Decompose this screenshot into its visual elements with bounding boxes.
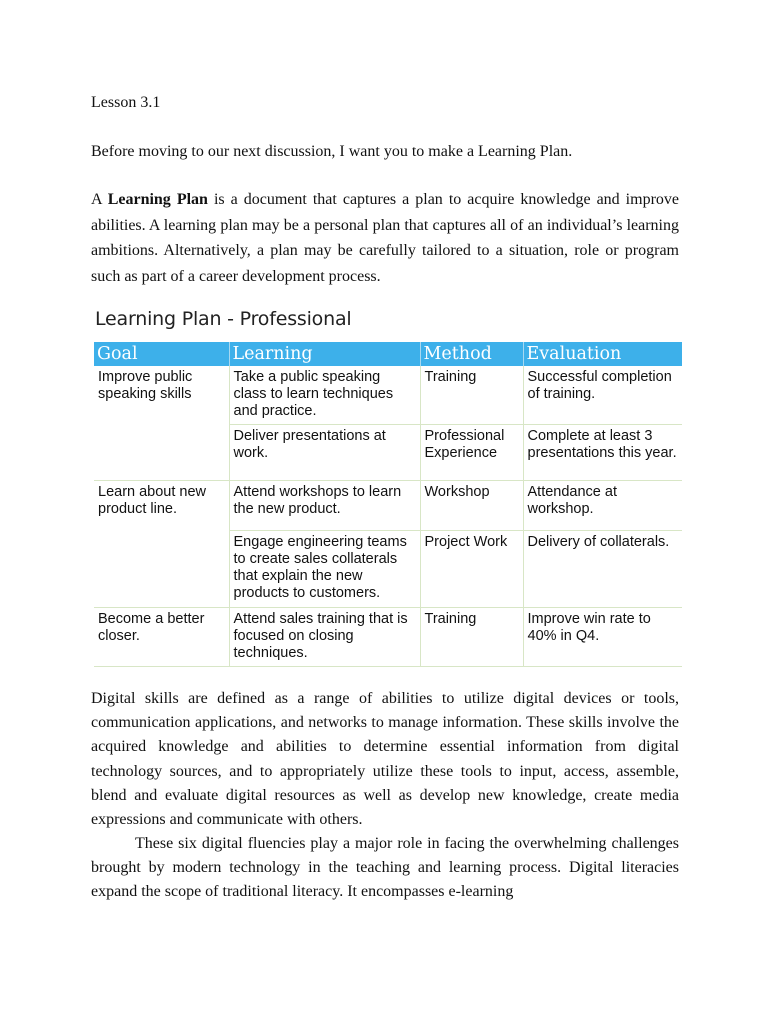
method-cell: Project Work: [420, 531, 523, 608]
evaluation-cell: Delivery of collaterals.: [523, 531, 682, 608]
table-header-row: [94, 342, 682, 366]
learning-cell: Deliver presentations at work.: [229, 425, 420, 481]
table-row: [94, 425, 682, 481]
definition-paragraph: [91, 187, 679, 289]
header-goal: Goal: [94, 342, 229, 366]
lesson-heading: Lesson 3.1: [91, 94, 161, 111]
learning-plan-table: [94, 342, 682, 667]
goal-cell: Learn about new product line.: [94, 481, 229, 531]
table-row: [94, 481, 682, 531]
table-row: [94, 366, 682, 425]
header-method: Method: [420, 342, 523, 366]
table-row: [94, 608, 682, 667]
digital-skills-paragraph: Digital skills are defined as a range of abilities to utilize digital devices or tools, communication applications, and networks to manage information. These skills involve the acquired knowledge and abilities to determine essential information from digital technology sources, and to appropriately utilize these tools to input, access, assemble, blend and evaluate digital resources as well as develop new knowledge, create media expressions and communicate with others.: [91, 690, 679, 829]
evaluation-cell: Successful completion of training.: [523, 366, 682, 425]
method-cell: Training: [420, 366, 523, 425]
evaluation-cell: Attendance at workshop.: [523, 481, 682, 531]
goal-cell: Become a better closer.: [94, 608, 229, 667]
learning-cell: Attend workshops to learn the new product.: [229, 481, 420, 531]
definition-text: is a document that captures a plan to acquire knowledge and improve abilities. A learning plan may be a personal plan that captures all of an individual’s learning ambitions. Alternatively, a plan may be carefully tailored to a situation, role or program such as part of a career development process.: [91, 191, 680, 285]
header-evaluation: Evaluation: [523, 342, 682, 366]
learning-cell: Attend sales training that is focused on closing techniques.: [229, 608, 420, 667]
learning-cell: Engage engineering teams to create sales collaterals that explain the new products to customers.: [229, 531, 420, 608]
evaluation-cell: Improve win rate to 40% in Q4.: [523, 608, 682, 667]
method-cell: Professional Experience: [420, 425, 523, 481]
goal-cell: [94, 425, 229, 481]
method-cell: Workshop: [420, 481, 523, 531]
learning-cell: Take a public speaking class to learn techniques and practice.: [229, 366, 420, 425]
table-row: [94, 531, 682, 608]
evaluation-cell: Complete at least 3 presentations this year.: [523, 425, 682, 481]
definition-prefix: A: [91, 191, 108, 208]
header-learning: Learning: [229, 342, 420, 366]
intro-paragraph: Before moving to our next discussion, I want you to make a Learning Plan.: [91, 143, 573, 160]
definition-term: Learning Plan: [107, 191, 208, 208]
learning-plan-title: Learning Plan - Professional: [95, 308, 352, 330]
method-cell: Training: [420, 608, 523, 667]
goal-cell: [94, 531, 229, 608]
goal-cell: Improve public speaking skills: [94, 366, 229, 425]
digital-fluencies-paragraph: These six digital fluencies play a major role in facing the overwhelming challenges brought by modern technology in the teaching and learning process. Digital literacies expand the scope of traditional literacy. It encompasses e-learning: [91, 835, 679, 901]
